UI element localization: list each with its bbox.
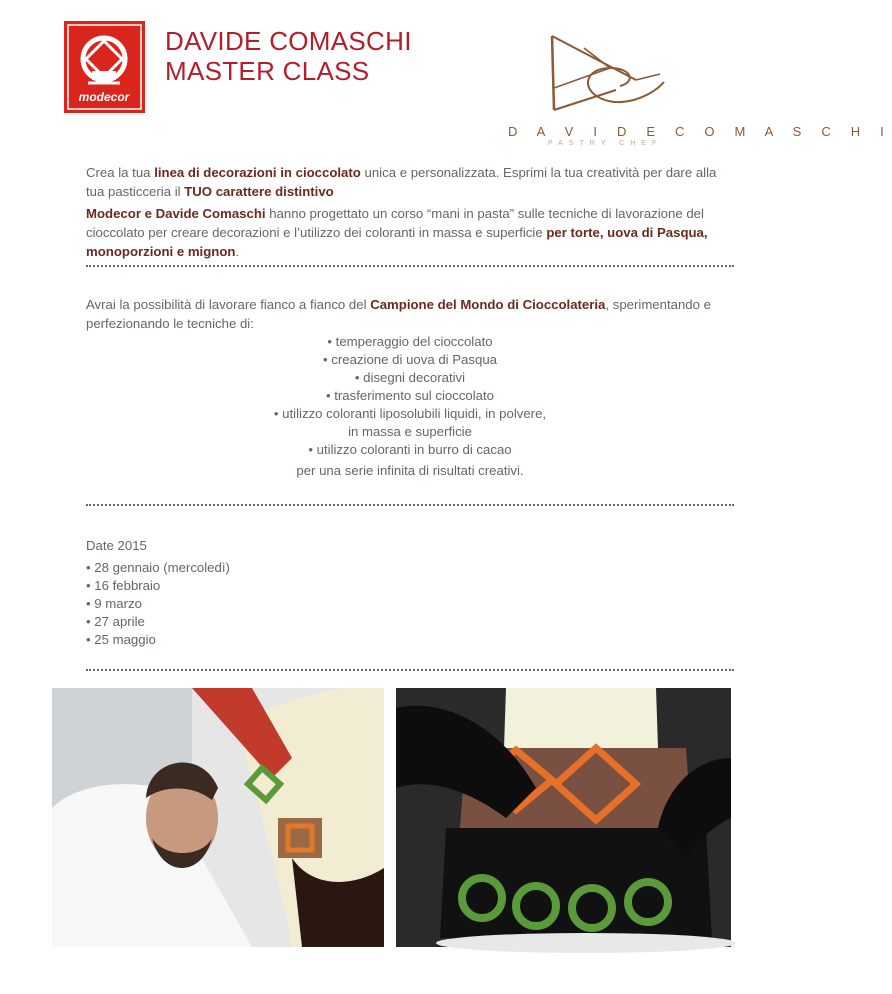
emphasis-text: Campione del Mondo di Cioccolateria: [370, 297, 606, 312]
page-title: [165, 26, 412, 86]
intro-paragraph-2: [86, 204, 734, 261]
modecor-logo: [64, 21, 145, 113]
emphasis-text: TUO carattere distintivo: [184, 184, 334, 199]
techniques-list: [86, 333, 734, 480]
technique-item: • utilizzo coloranti liposolubili liquidi, in polvere,: [273, 406, 547, 421]
date-item: • 25 maggio: [86, 632, 156, 647]
body-text: .: [235, 244, 240, 259]
intro-paragraph-1: [86, 163, 734, 201]
technique-item: • creazione di uova di Pasqua: [323, 352, 497, 367]
date-item: • 28 gennaio (mercoledì): [86, 560, 230, 575]
technique-item: in massa e superficie: [348, 424, 472, 439]
date-item: • 16 febbraio: [86, 578, 161, 593]
techniques-intro: [86, 295, 734, 333]
dotted-divider: [86, 504, 734, 506]
body-text: unica e personalizzata. Esprimi la tua creatività per dare alla tua pasticceria il: [86, 165, 717, 199]
modecor-wordmark: modecor: [78, 90, 130, 104]
technique-item: • temperaggio del cioccolato: [327, 334, 493, 349]
techniques-closing: per una serie infinita di risultati creativi.: [296, 463, 524, 478]
emphasis-text: linea di decorazioni in cioccolato: [154, 165, 361, 180]
dates-section: [86, 537, 230, 649]
date-item: • 27 aprile: [86, 614, 145, 629]
emphasis-text: per torte, uova di Pasqua, monoporzioni e mignon: [86, 225, 708, 259]
dotted-divider: [86, 669, 734, 671]
technique-item: • disegni decorativi: [354, 370, 466, 385]
dotted-divider: [86, 265, 734, 267]
title-line-1: DAVIDE COMASCHI: [165, 26, 412, 56]
chef-photo: [52, 688, 384, 947]
chef-logo-subtitle: PASTRY CHEF: [548, 140, 663, 147]
dates-title: Date 2015: [86, 538, 147, 553]
cake-decoration-photo: [396, 688, 731, 947]
chef-logo-name: D A V I D E C O M A S C H I: [508, 124, 892, 139]
chef-signature-logo: [540, 28, 690, 123]
body-text: Crea la tua: [86, 165, 155, 180]
title-line-2: MASTER CLASS: [165, 56, 370, 86]
emphasis-text: Modecor e Davide Comaschi: [86, 206, 266, 221]
technique-item: • trasferimento sul cioccolato: [325, 388, 495, 403]
body-text: hanno progettato un corso “mani in pasta” sulle tecniche di lavorazione del cioccolato per creare decorazioni e l’utilizzo dei coloranti in massa e superficie: [86, 206, 704, 240]
technique-item: • utilizzo coloranti in burro di cacao: [308, 442, 512, 457]
date-item: • 9 marzo: [86, 596, 142, 611]
body-text: , sperimentando e perfezionando le tecniche di:: [86, 297, 711, 331]
body-text: Avrai la possibilità di lavorare fianco a fianco del: [86, 297, 371, 312]
